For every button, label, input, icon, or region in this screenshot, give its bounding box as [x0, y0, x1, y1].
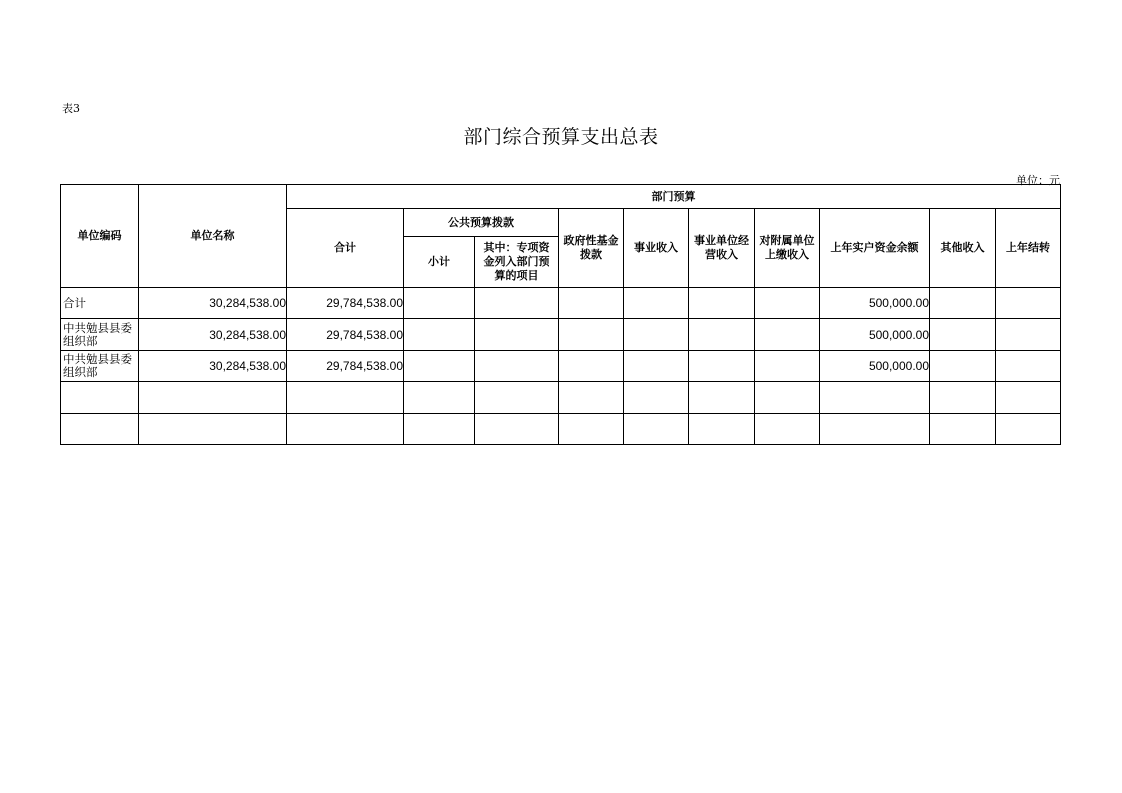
row-unit-code: 中共勉县县委组织部 [61, 319, 139, 351]
row-total: 30,284,538.00 [139, 351, 287, 382]
header-career-business-income: 事业单位经营收入 [689, 209, 755, 288]
header-dept-budget: 部门预算 [287, 185, 1061, 209]
header-career-income: 事业收入 [624, 209, 689, 288]
row-subordinate [689, 382, 755, 414]
row-career [559, 288, 624, 319]
row-other [930, 351, 996, 382]
row-prev-balance [820, 382, 930, 414]
row-subtotal [287, 414, 404, 445]
row-unit-code: 合计 [61, 288, 139, 319]
row-career-business [624, 414, 689, 445]
row-gov-fund [475, 351, 559, 382]
row-gov-fund [475, 319, 559, 351]
row-career [559, 414, 624, 445]
row-name [755, 319, 820, 351]
header-total: 合计 [287, 209, 404, 288]
row-subordinate [689, 319, 755, 351]
row-career [559, 351, 624, 382]
row-subordinate [689, 351, 755, 382]
table-row [61, 319, 1061, 351]
row-subtotal: 29,784,538.00 [287, 288, 404, 319]
header-subtotal: 小计 [404, 237, 475, 288]
page-title: 部门综合预算支出总表 [463, 126, 659, 148]
table-row [61, 288, 1061, 319]
row-other [930, 382, 996, 414]
row-total [139, 414, 287, 445]
row-subordinate [689, 414, 755, 445]
table-number: 表3 [62, 102, 80, 115]
row-prev-balance: 500,000.00 [820, 288, 930, 319]
row-other [930, 319, 996, 351]
row-special [404, 288, 475, 319]
row-carryover [996, 319, 1061, 351]
row-subtotal: 29,784,538.00 [287, 319, 404, 351]
row-prev-balance: 500,000.00 [820, 351, 930, 382]
row-special [404, 414, 475, 445]
row-prev-balance: 500,000.00 [820, 319, 930, 351]
row-total [139, 382, 287, 414]
unit-label: 单位：元 [1016, 174, 1060, 187]
row-career [559, 382, 624, 414]
row-special [404, 319, 475, 351]
row-subtotal [287, 382, 404, 414]
header-special-fund: 其中：专项资金列入部门预算的项目 [475, 237, 559, 288]
header-prev-carryover: 上年结转 [996, 209, 1061, 288]
row-gov-fund [475, 414, 559, 445]
header-prev-balance: 上年实户资金余额 [820, 209, 930, 288]
header-unit-name: 单位名称 [139, 185, 287, 288]
header-unit-code: 单位编码 [61, 185, 139, 288]
row-name [755, 288, 820, 319]
row-total: 30,284,538.00 [139, 288, 287, 319]
row-unit-code [61, 382, 139, 414]
row-name [755, 414, 820, 445]
row-carryover [996, 414, 1061, 445]
row-other [930, 414, 996, 445]
row-name [755, 382, 820, 414]
row-career-business [624, 382, 689, 414]
table-row [61, 351, 1061, 382]
header-public-budget: 公共预算拨款 [404, 209, 559, 237]
row-gov-fund [475, 382, 559, 414]
row-other [930, 288, 996, 319]
row-career-business [624, 319, 689, 351]
row-unit-code [61, 414, 139, 445]
row-special [404, 351, 475, 382]
row-career-business [624, 288, 689, 319]
row-subordinate [689, 288, 755, 319]
header-subordinate-income: 对附属单位上缴收入 [755, 209, 820, 288]
row-prev-balance [820, 414, 930, 445]
row-carryover [996, 288, 1061, 319]
budget-table [60, 184, 1061, 445]
header-other-income: 其他收入 [930, 209, 996, 288]
row-special [404, 382, 475, 414]
table-row [61, 414, 1061, 445]
row-career [559, 319, 624, 351]
row-gov-fund [475, 288, 559, 319]
table-row [61, 382, 1061, 414]
row-carryover [996, 351, 1061, 382]
row-career-business [624, 351, 689, 382]
header-gov-fund: 政府性基金拨款 [559, 209, 624, 288]
row-subtotal: 29,784,538.00 [287, 351, 404, 382]
row-carryover [996, 382, 1061, 414]
row-unit-code: 中共勉县县委组织部 [61, 351, 139, 382]
row-name [755, 351, 820, 382]
row-total: 30,284,538.00 [139, 319, 287, 351]
